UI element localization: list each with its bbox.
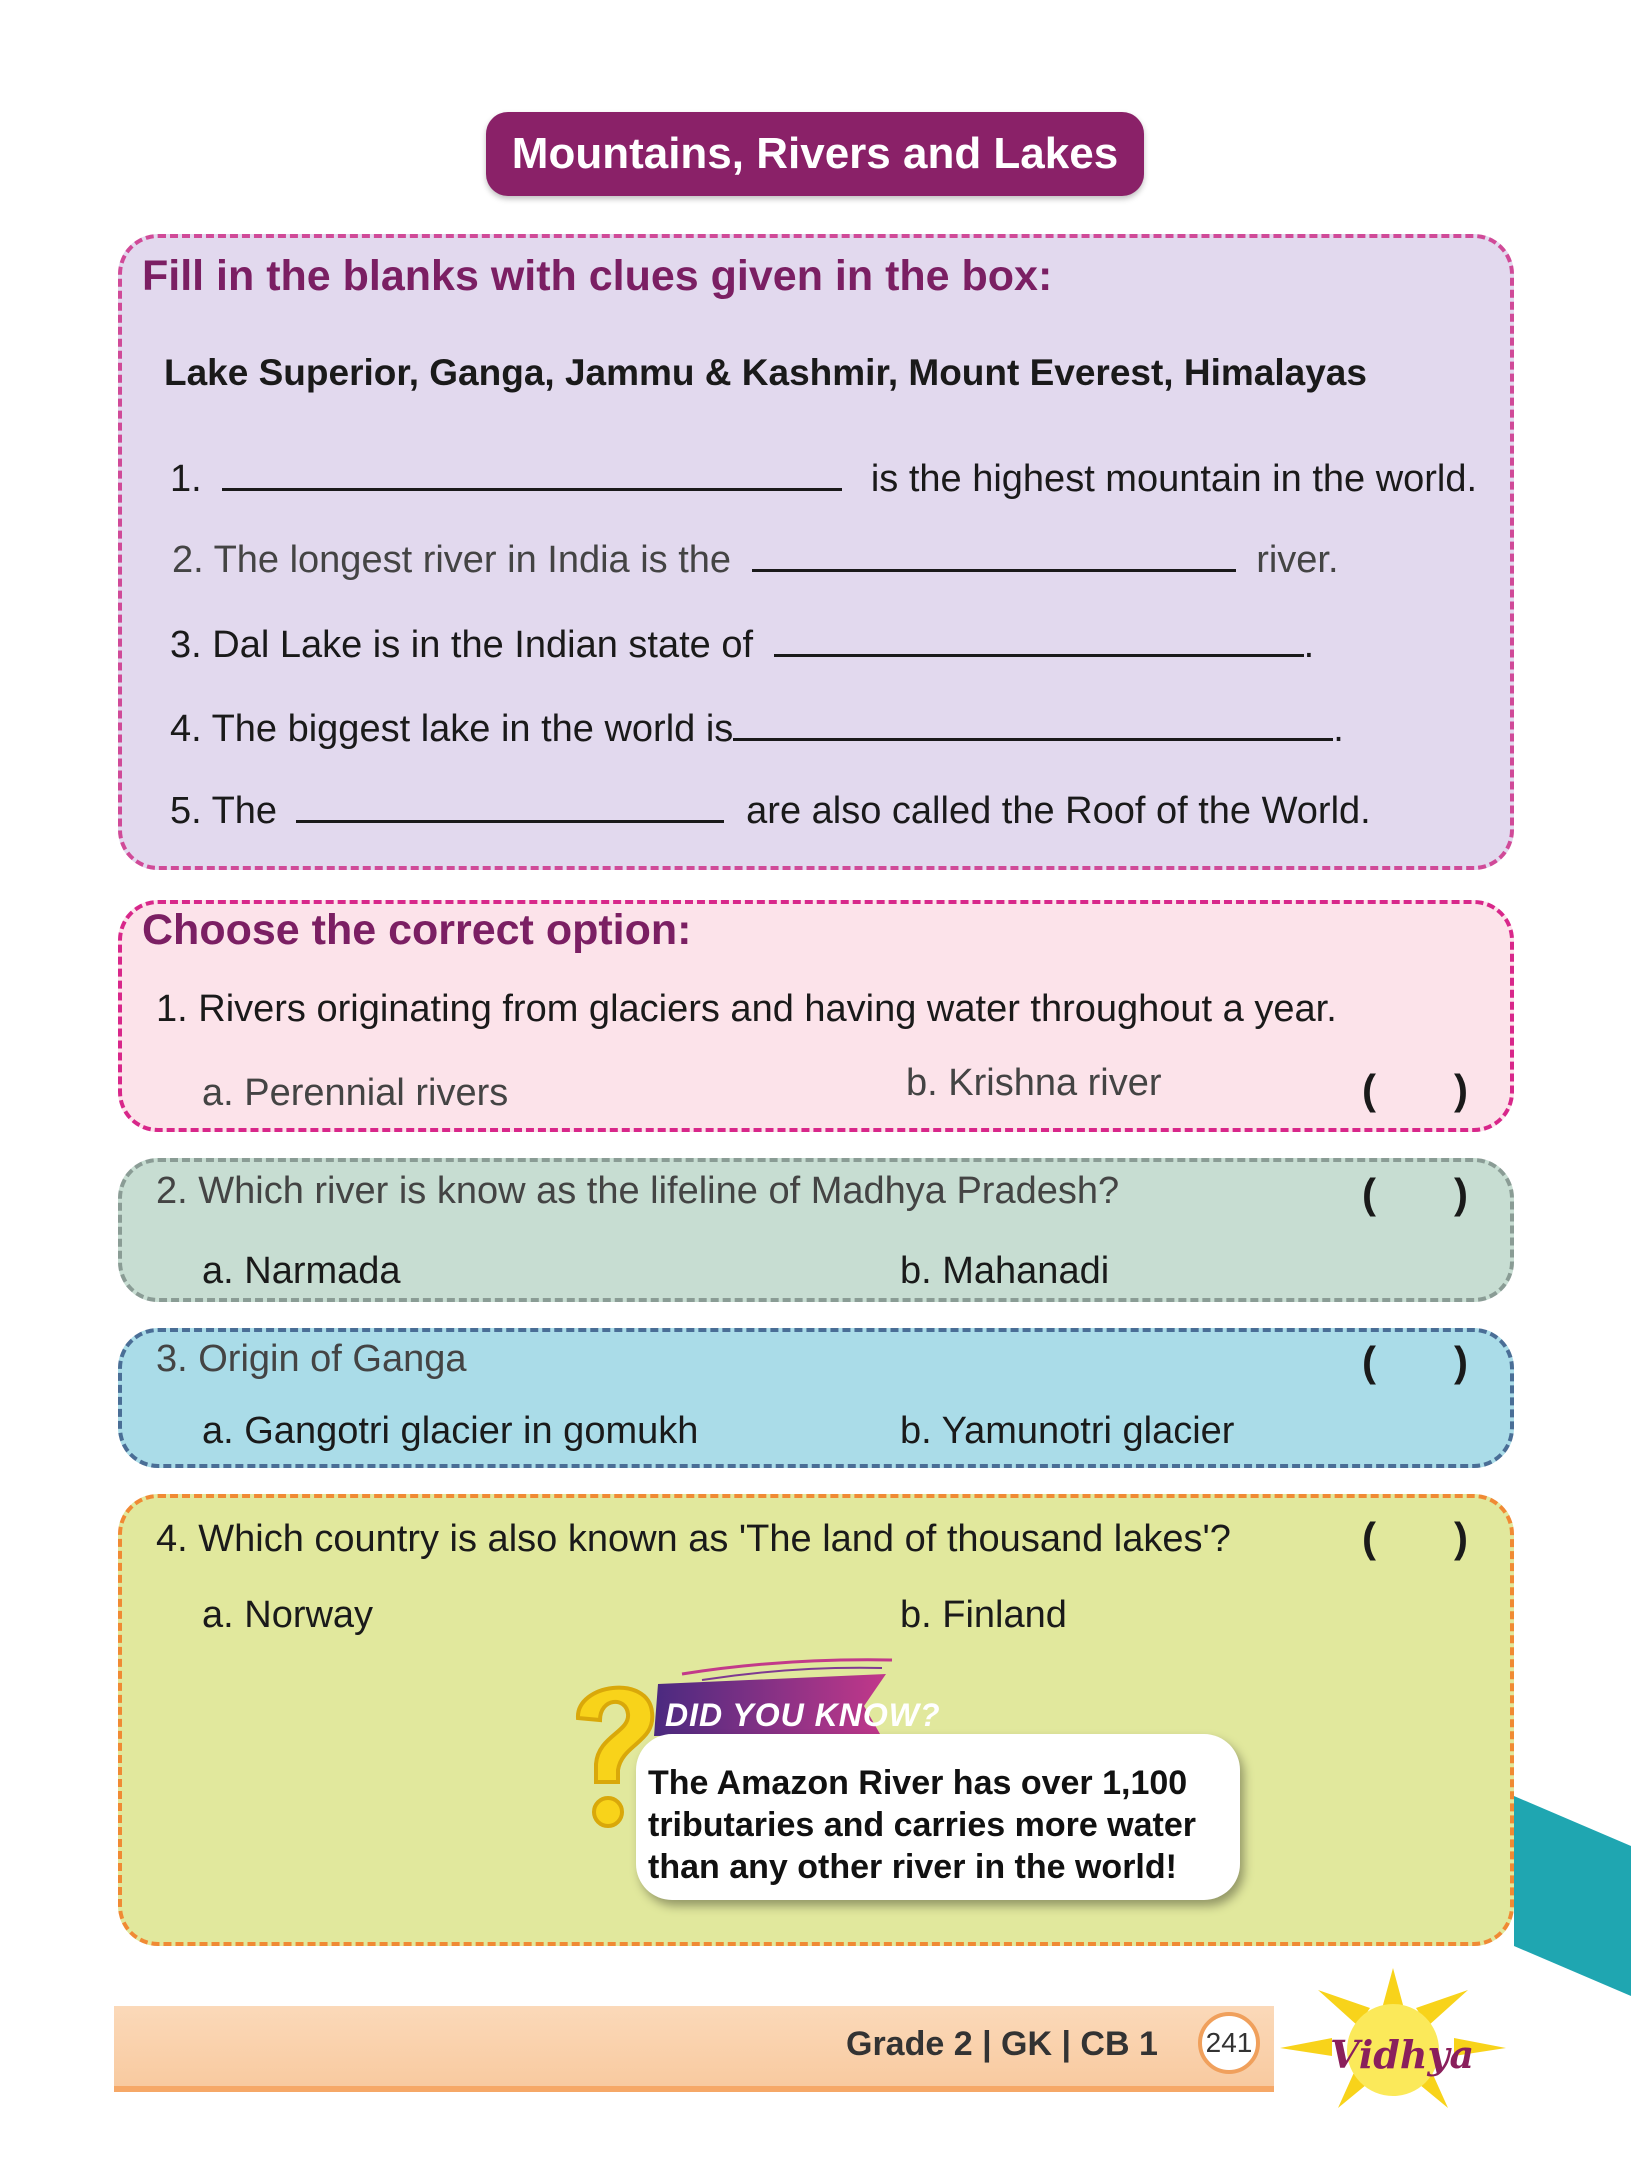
answer-slot-1[interactable] xyxy=(1380,1066,1450,1114)
mcq-question-3: 3. Origin of Ganga xyxy=(156,1338,467,1380)
fill-blanks-heading: Fill in the blanks with clues given in the box: xyxy=(142,252,1053,300)
question-mark-icon xyxy=(556,1666,668,1836)
question-text: 3. Dal Lake is in the Indian state of xyxy=(170,624,754,666)
answer-paren-open: ( xyxy=(1362,1170,1376,1217)
mcq-3-option-b[interactable]: b. Yamunotri glacier xyxy=(900,1410,1235,1452)
answer-slot-4[interactable] xyxy=(1380,1514,1450,1562)
fill-question-5 xyxy=(170,786,1371,833)
answer-paren-close: ) xyxy=(1454,1170,1468,1217)
teal-corner-decoration xyxy=(1514,1796,1631,1996)
did-you-know-title: DID YOU KNOW? xyxy=(665,1697,941,1733)
fill-question-2 xyxy=(172,535,1339,582)
footer-grade-label: Grade 2 | GK | CB 1 xyxy=(846,2025,1158,2063)
answer-blank-4[interactable] xyxy=(733,704,1333,741)
fill-question-4 xyxy=(170,704,1344,751)
answer-paren-open: ( xyxy=(1362,1338,1376,1385)
question-number: 1. xyxy=(170,458,202,500)
choose-option-heading: Choose the correct option: xyxy=(142,906,692,954)
answer-blank-5[interactable] xyxy=(296,786,724,823)
fill-question-3 xyxy=(170,620,1314,667)
did-you-know-text: The Amazon River has over 1,100 tributaries and carries more water than any other river in the world! xyxy=(648,1764,1197,1886)
question-text: river. xyxy=(1256,539,1339,581)
mcq-4-option-b[interactable]: b. Finland xyxy=(900,1594,1067,1636)
question-text: 4. The biggest lake in the world is xyxy=(170,708,734,750)
mcq-4-option-a[interactable]: a. Norway xyxy=(202,1594,374,1636)
mcq-2-option-a[interactable]: a. Narmada xyxy=(202,1250,401,1292)
fill-question-1 xyxy=(170,454,1477,501)
mcq-1-option-a[interactable]: a. Perennial rivers xyxy=(202,1072,509,1114)
question-text: 2. The longest river in India is the xyxy=(172,539,732,581)
answer-paren-open: ( xyxy=(1362,1514,1376,1561)
page-number: 241 xyxy=(1198,2012,1260,2074)
mcq-question-1: 1. Rivers originating from glaciers and having water throughout a year. xyxy=(156,988,1337,1030)
page-title: Mountains, Rivers and Lakes xyxy=(486,112,1144,196)
answer-paren-close: ) xyxy=(1454,1066,1468,1113)
answer-slot-3[interactable] xyxy=(1380,1338,1450,1386)
answer-slot-2[interactable] xyxy=(1380,1170,1450,1218)
mcq-question-2: 2. Which river is know as the lifeline of Madhya Pradesh? xyxy=(156,1170,1120,1212)
answer-paren-close: ) xyxy=(1454,1338,1468,1385)
clue-list: Lake Superior, Ganga, Jammu & Kashmir, Mount Everest, Himalayas xyxy=(164,352,1367,393)
answer-paren-open: ( xyxy=(1362,1066,1376,1113)
question-text: . xyxy=(1333,708,1344,750)
question-text: . xyxy=(1303,624,1315,666)
mcq-3-option-a[interactable]: a. Gangotri glacier in gomukh xyxy=(202,1410,699,1452)
mcq-1-option-b[interactable]: b. Krishna river xyxy=(906,1062,1162,1104)
vidhya-logo-text: Vidhya xyxy=(1330,2032,1475,2077)
question-text: are also called the Roof of the World. xyxy=(746,790,1371,832)
mcq-2-option-b[interactable]: b. Mahanadi xyxy=(900,1250,1110,1292)
answer-blank-3[interactable] xyxy=(774,620,1304,657)
question-text: is the highest mountain in the world. xyxy=(870,458,1478,500)
answer-paren-close: ) xyxy=(1454,1514,1468,1561)
answer-blank-1[interactable] xyxy=(222,454,842,491)
mcq-question-4: 4. Which country is also known as 'The land of thousand lakes'? xyxy=(156,1518,1231,1560)
question-text: 5. The xyxy=(170,790,278,832)
answer-blank-2[interactable] xyxy=(752,535,1236,572)
